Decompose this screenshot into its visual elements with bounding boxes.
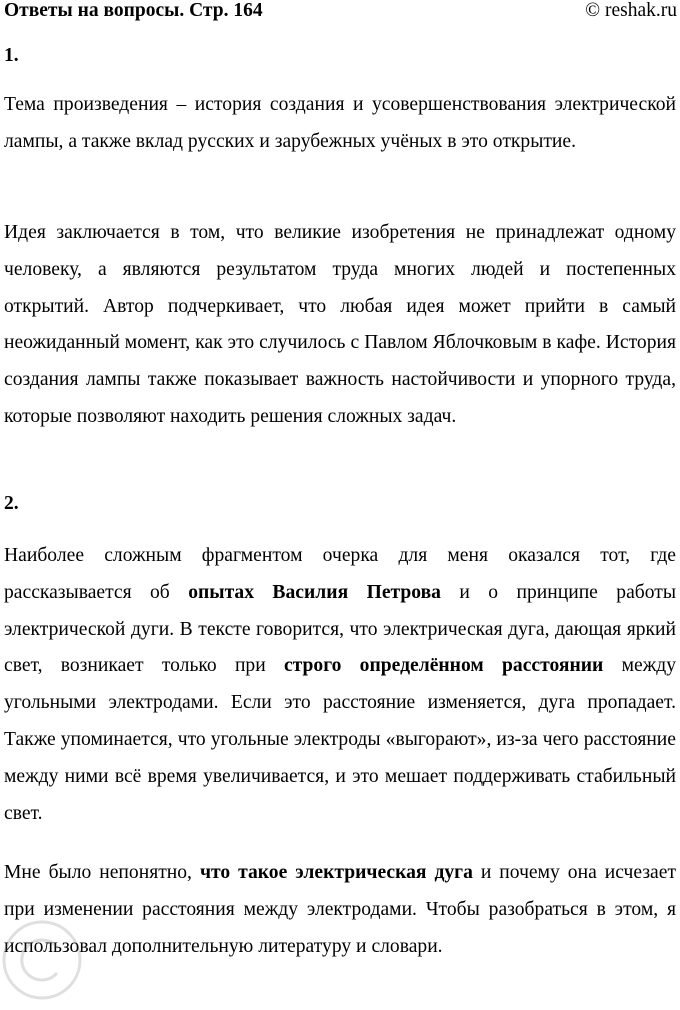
text-run: и почему она исчезает при изменении расстояния между электродами. Чтобы разобраться в этом, я использовал дополнительную литературу и словари.: [4, 862, 677, 957]
question-2-number: 2.: [4, 493, 19, 514]
bold-text-run: строго определённом расстоянии: [283, 655, 604, 677]
question-1-number: 1.: [4, 45, 19, 66]
question-1-paragraph-idea: Идея заключается в том, что великие изобретения не принадлежат одному человеку, а являются результатом труда многих людей и постепенных открытий. Автор подчеркивает, что любая идея может прийти в самый неожиданный момент, как это случилось с Павлом Яблочковым в кафе. История создания лампы также показывает важность настойчивости и упорного труда, которые позволяют находить решения сложных задач.: [4, 222, 676, 427]
text-run: Наиболее сложным фрагментом очерка для меня оказался тот, где рассказывается об: [4, 545, 676, 603]
question-2-paragraph-unclear: [4, 855, 676, 965]
text-run: и о принципе работы электрической дуги. В тексте говорится, что электрическая дуга, дающая яркий свет, возникает только при: [4, 581, 677, 677]
question-2-paragraph-fragment: [4, 538, 676, 832]
page-title: Ответы на вопросы. Стр. 164: [4, 0, 263, 21]
bold-text-run: что такое электрическая дуга: [199, 862, 473, 883]
page-header: [4, 0, 677, 28]
text-run: Мне было непонятно,: [4, 862, 200, 883]
text-run: между угольными электродами. Если это расстояние изменяется, дуга пропадает. Также упоминается, что угольные электроды «выгорают», из-за чего расстояние между ними всё время увеличивается, и это мешает поддерживать стабильный свет.: [4, 655, 676, 824]
site-credit: © reshak.ru: [585, 0, 677, 21]
question-1-paragraph-theme: Тема произведения – история создания и усовершенствования электрической лампы, а также вклад русских и зарубежных учёных в это открытие.: [4, 94, 676, 152]
bold-text-run: опытах Василия Петрова: [188, 581, 441, 603]
